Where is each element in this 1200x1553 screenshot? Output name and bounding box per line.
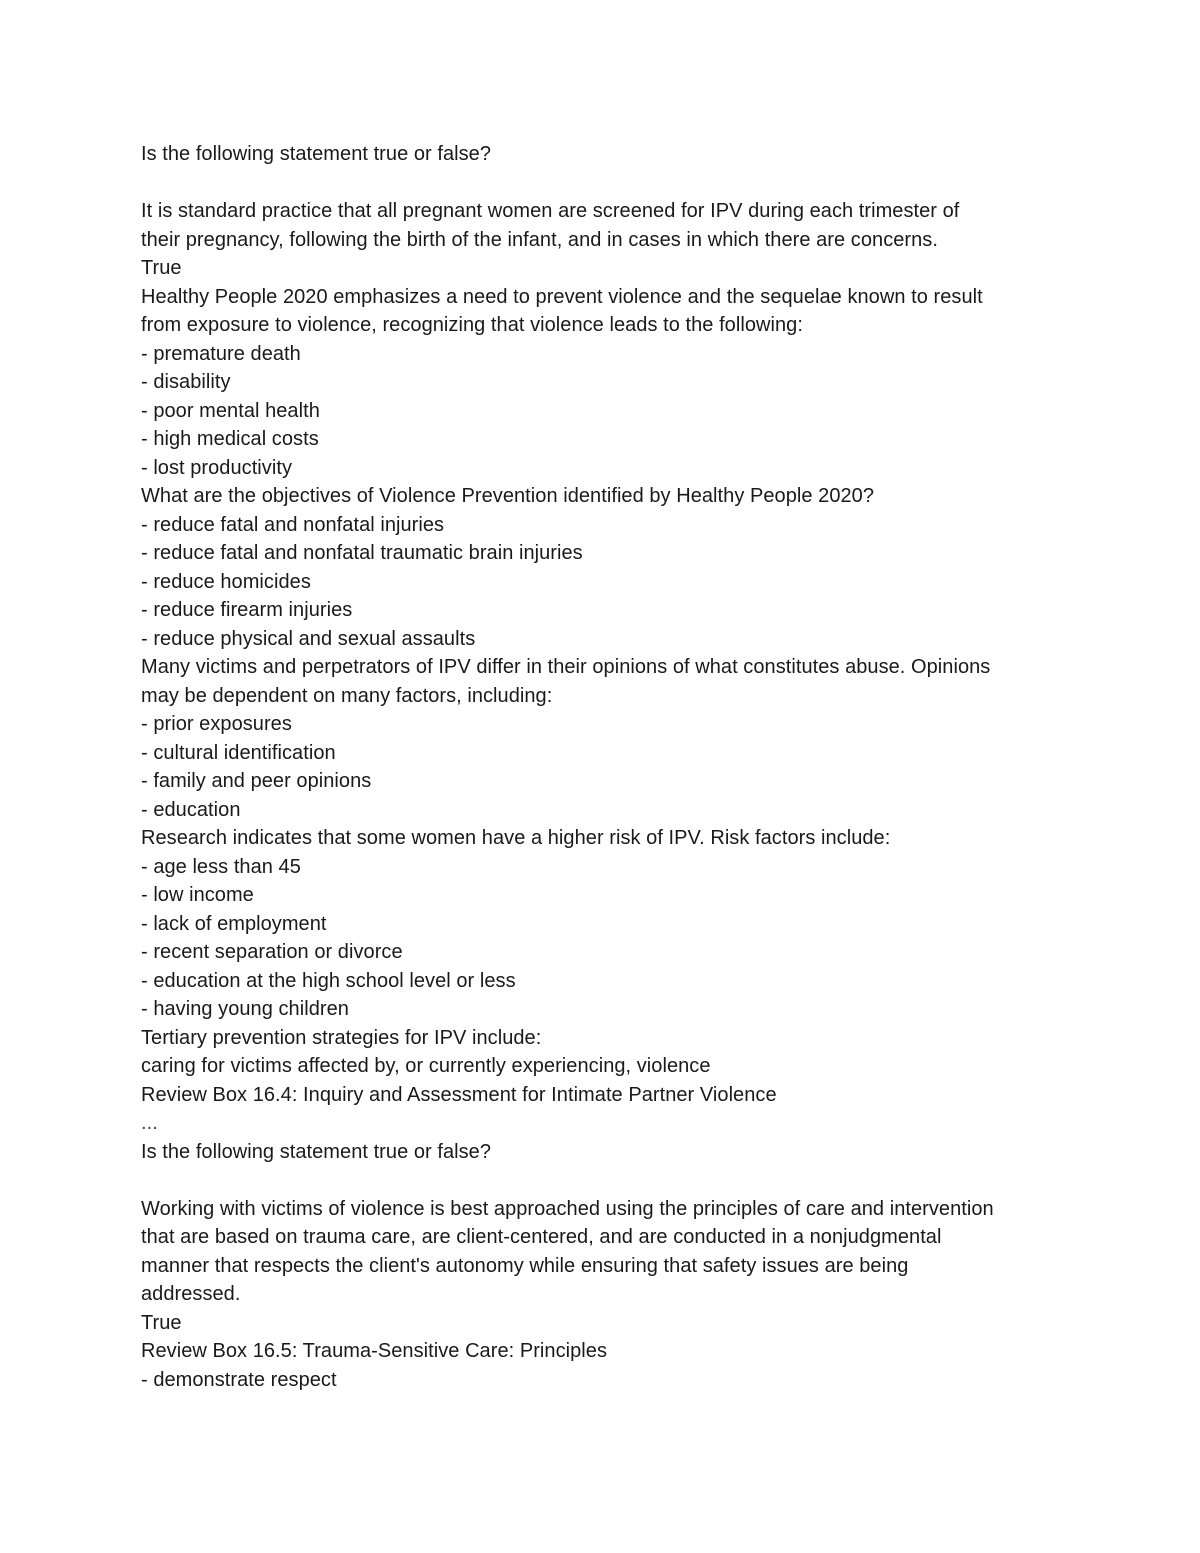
list-item: - disability [141, 371, 231, 393]
list-item: - reduce firearm injuries [141, 599, 353, 621]
list-item: - poor mental health [141, 399, 320, 422]
answer-text: caring for victims affected by, or currently experiencing, violence [141, 1055, 711, 1077]
paragraph-text: Research indicates that some women have a higher risk of IPV. Risk factors include: [141, 827, 891, 849]
statement-text: their pregnancy, following the birth of the infant, and in cases in which there are concerns. [141, 228, 938, 251]
blank-line [141, 1166, 1071, 1195]
review-box-heading: Review Box 16.4: Inquiry and Assessment for Intimate Partner Violence [141, 1083, 777, 1106]
question-prompt: Is the following statement true or false? [141, 143, 492, 165]
review-box-heading: Review Box 16.5: Trauma-Sensitive Care: Principles [141, 1340, 608, 1362]
list-item: - lost productivity [141, 456, 292, 479]
paragraph-text: may be dependent on many factors, including: [141, 684, 553, 707]
statement-text: manner that respects the client's autonomy while ensuring that safety issues are being [141, 1254, 909, 1277]
list-item: - reduce homicides [141, 570, 311, 593]
question-text: What are the objectives of Violence Prevention identified by Healthy People 2020? [141, 485, 875, 507]
paragraph-text: Many victims and perpetrators of IPV differ in their opinions of what constitutes abuse. Opinions [141, 656, 991, 678]
paragraph-text: Healthy People 2020 emphasizes a need to prevent violence and the sequelae known to result [141, 285, 983, 308]
statement-text: that are based on trauma care, are client-centered, and are conducted in a nonjudgmental [141, 1226, 942, 1248]
blank-line [141, 169, 1071, 198]
list-item: - low income [141, 884, 254, 906]
list-item: - high medical costs [141, 428, 319, 450]
list-item: - having young children [141, 998, 349, 1020]
statement-text: It is standard practice that all pregnant women are screened for IPV during each trimester of [141, 200, 960, 222]
list-item: - prior exposures [141, 713, 292, 735]
list-item: - lack of employment [141, 912, 327, 935]
answer-text: True [141, 1311, 182, 1334]
statement-text: Working with victims of violence is best approached using the principles of care and intervention [141, 1197, 994, 1220]
question-prompt: Is the following statement true or false? [141, 1140, 492, 1163]
list-item: - age less than 45 [141, 855, 301, 878]
answer-text: True [141, 257, 182, 279]
paragraph-text: Tertiary prevention strategies for IPV include: [141, 1026, 542, 1049]
list-item: - recent separation or divorce [141, 941, 403, 963]
statement-text: addressed. [141, 1283, 241, 1305]
list-item: - family and peer opinions [141, 770, 372, 792]
list-item: - premature death [141, 342, 301, 365]
list-item: - education at the high school level or less [141, 969, 516, 992]
list-item: - reduce fatal and nonfatal traumatic brain injuries [141, 542, 583, 564]
paragraph-text: from exposure to violence, recognizing that violence leads to the following: [141, 314, 803, 336]
list-item: - reduce physical and sexual assaults [141, 627, 476, 650]
list-item: - cultural identification [141, 741, 336, 764]
ellipsis-text: ... [141, 1112, 158, 1134]
list-item: - education [141, 798, 241, 821]
list-item: - reduce fatal and nonfatal injuries [141, 513, 445, 536]
list-item: - demonstrate respect [141, 1368, 337, 1391]
document-body [141, 140, 1071, 1394]
